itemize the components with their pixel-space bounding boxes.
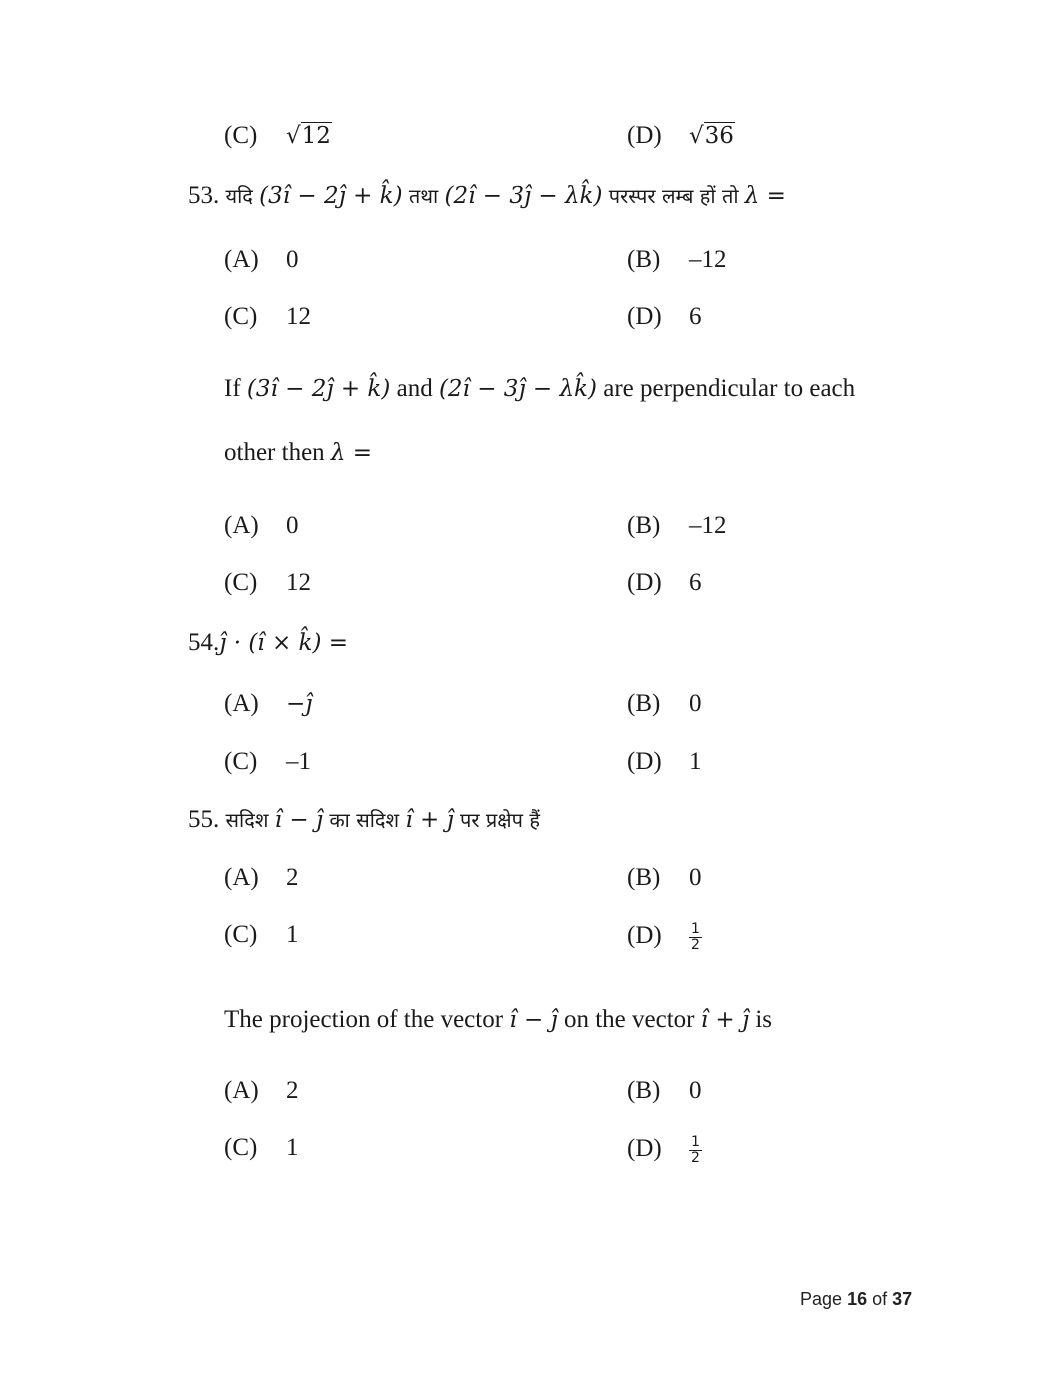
vector-expression: (3î − 2ĵ + k̂) (246, 376, 391, 402)
q53-english-option-d: (D) 6 (627, 569, 702, 596)
q55-question-hindi: 55. सदिश î − ĵ का सदिश î + ĵ पर प्रक्षेप हैं (188, 806, 540, 833)
vector-expression: (3î − 2ĵ + k̂) (259, 183, 403, 209)
q53-hindi-option-d: (D) 6 (627, 303, 702, 330)
fraction: $\frac{1}{2}$ (691, 1134, 700, 1166)
q53-question-hindi: 53. यदि (3î − 2ĵ + k̂) तथा (2î − 3ĵ − λk̂) परस्पर लम्ब हों तो λ = (188, 182, 786, 209)
vector-expression: (2î − 3ĵ − λk̂) (438, 376, 597, 402)
q54-option-a: (A) −ĵ (224, 690, 313, 717)
q55-english-option-b: (B) 0 (627, 1077, 702, 1104)
vector-expression: ĵ · (î × k̂) = (219, 630, 349, 656)
sqrt-expression: √12 (286, 123, 331, 149)
page-indicator: Page 16 of 37 (800, 1289, 913, 1309)
option-label: (D) (627, 122, 662, 149)
question-number: 54. (188, 629, 220, 656)
q53-english-option-c: (C) 12 (224, 569, 311, 596)
q55-hindi-option-b: (B) 0 (627, 864, 702, 891)
q53-hindi-option-c: (C) 12 (224, 303, 311, 330)
q53-english-option-a: (A) 0 (224, 512, 299, 539)
q54-option-c: (C) –1 (224, 748, 311, 775)
q53-hindi-option-b: (B) –12 (627, 246, 727, 273)
question-number: 53. (188, 182, 220, 209)
q55-english-option-a: (A) 2 (224, 1077, 299, 1104)
q55-hindi-option-a: (A) 2 (224, 864, 299, 891)
q54-option-d: (D) 1 (627, 748, 702, 775)
total-pages: 37 (892, 1289, 913, 1309)
q54-question (188, 629, 348, 657)
q54-option-b: (B) 0 (627, 690, 702, 717)
current-page: 16 (847, 1289, 868, 1309)
fraction: $\frac{1}{2}$ (691, 921, 700, 953)
q53-hindi-option-a: (A) 0 (224, 246, 299, 273)
q53-question-english-line2: other then λ = (224, 439, 373, 466)
sqrt-expression: √36 (689, 123, 734, 149)
q52-option-c (224, 122, 332, 150)
q55-hindi-option-d: (D) $\frac{1}{2}$ (627, 921, 700, 953)
option-label: (C) (224, 122, 258, 149)
q55-hindi-option-c: (C) 1 (224, 921, 299, 948)
question-number: 55. (188, 806, 220, 833)
q55-english-option-c: (C) 1 (224, 1134, 299, 1161)
q53-question-english: If (3î − 2ĵ + k̂) and (2î − 3ĵ − λk̂) are perpendicular to each (224, 375, 856, 402)
q53-english-option-b: (B) –12 (627, 512, 727, 539)
q55-english-option-d: (D) $\frac{1}{2}$ (627, 1134, 700, 1166)
q55-question-english: The projection of the vector î − ĵ on the vector î + ĵ is (224, 1006, 773, 1033)
q52-option-d (627, 122, 735, 150)
vector-expression: (2î − 3ĵ − λk̂) (444, 183, 603, 209)
